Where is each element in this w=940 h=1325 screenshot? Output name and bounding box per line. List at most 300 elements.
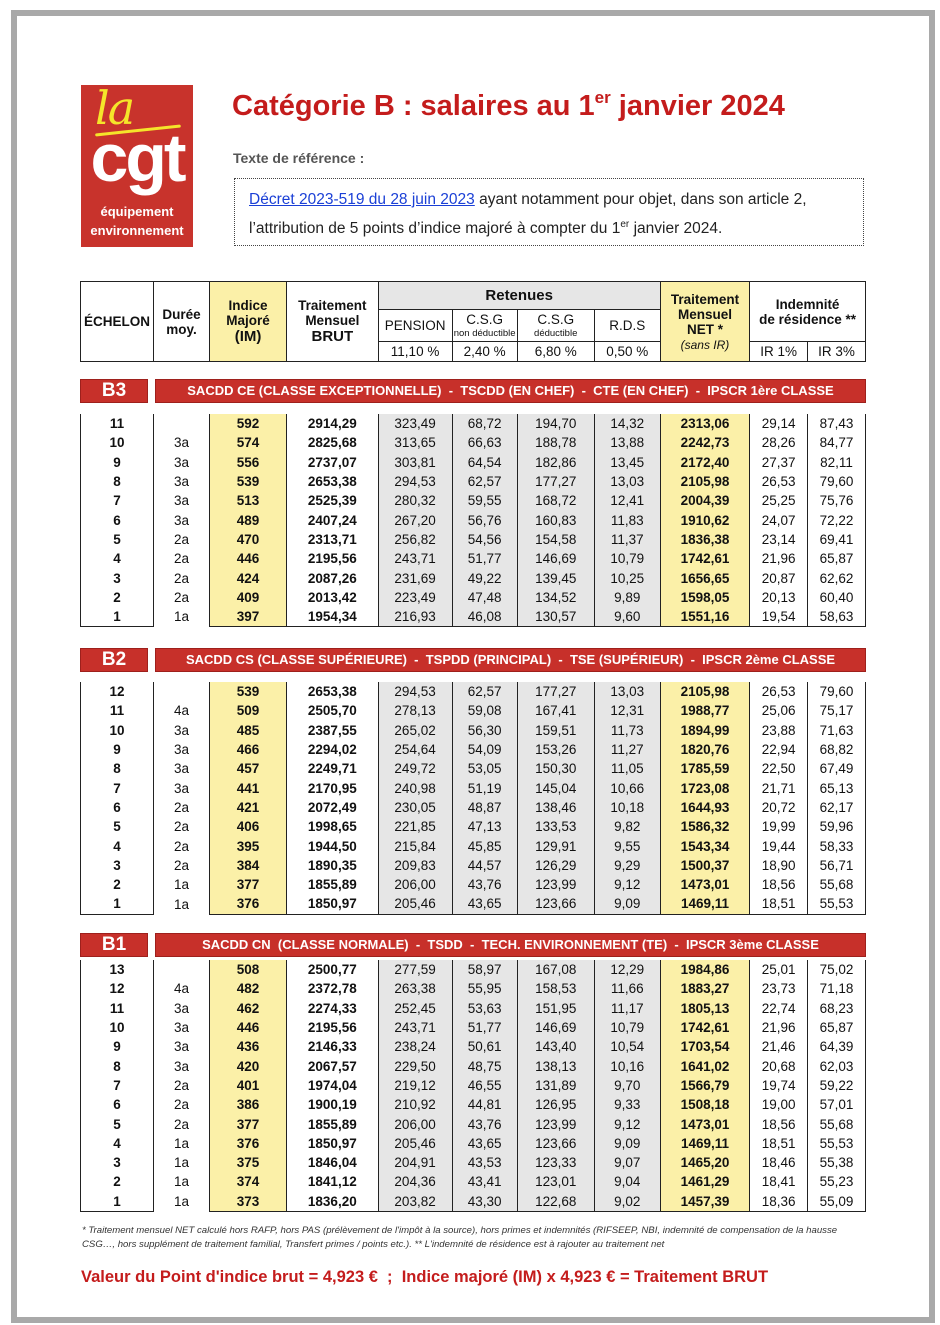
col-indice bbox=[209, 282, 286, 362]
cell-echelon: 3 bbox=[81, 1153, 154, 1172]
cell-indice-majore: 376 bbox=[209, 1134, 286, 1153]
cell-csg-d: 188,78 bbox=[517, 433, 594, 452]
cell-brut: 2387,55 bbox=[287, 721, 378, 740]
col-duree bbox=[154, 282, 210, 362]
cell-duree: 2a bbox=[154, 549, 210, 568]
cell-net: 1742,61 bbox=[660, 1018, 749, 1037]
cell-ir1: 23,14 bbox=[750, 530, 808, 549]
cell-ir3: 60,40 bbox=[808, 588, 866, 607]
cell-ir3: 58,63 bbox=[808, 607, 866, 627]
net-l3: NET * bbox=[686, 321, 723, 337]
cell-net: 1469,11 bbox=[660, 1134, 749, 1153]
cell-brut: 2372,78 bbox=[287, 979, 378, 998]
cell-net: 1988,77 bbox=[660, 701, 749, 720]
csg-nd: C.S.G bbox=[466, 312, 504, 327]
cell-indice-majore: 539 bbox=[209, 682, 286, 701]
cell-csg-d: 168,72 bbox=[517, 491, 594, 510]
cell-echelon: 6 bbox=[81, 798, 154, 817]
cell-net: 1598,05 bbox=[660, 588, 749, 607]
cell-pension: 238,24 bbox=[378, 1037, 452, 1056]
cell-indice-majore: 574 bbox=[209, 433, 286, 452]
section-code: B1 bbox=[80, 933, 148, 957]
cell-ir3: 55,53 bbox=[808, 894, 866, 914]
title-tail: janvier 2024 bbox=[610, 90, 785, 122]
table-row bbox=[81, 568, 866, 587]
table-row bbox=[81, 1134, 866, 1153]
table-row bbox=[81, 1172, 866, 1191]
cell-rds: 9,12 bbox=[594, 875, 660, 894]
table-row bbox=[81, 875, 866, 894]
cell-csg-nd: 43,53 bbox=[452, 1153, 517, 1172]
cell-ir1: 25,06 bbox=[750, 701, 808, 720]
cell-indice-majore: 462 bbox=[209, 999, 286, 1018]
cell-indice-majore: 470 bbox=[209, 530, 286, 549]
cell-ir1: 28,26 bbox=[750, 433, 808, 452]
cell-pension: 278,13 bbox=[378, 701, 452, 720]
cell-csg-nd: 50,61 bbox=[452, 1037, 517, 1056]
cell-pension: 277,59 bbox=[378, 960, 452, 979]
cell-csg-nd: 56,30 bbox=[452, 721, 517, 740]
table-row bbox=[81, 740, 866, 759]
cell-ir1: 20,87 bbox=[750, 568, 808, 587]
cell-indice-majore: 384 bbox=[209, 856, 286, 875]
cell-ir1: 21,71 bbox=[750, 778, 808, 797]
cell-csg-nd: 54,56 bbox=[452, 530, 517, 549]
reference-sup: er bbox=[620, 219, 630, 230]
cell-rds: 11,37 bbox=[594, 530, 660, 549]
cell-duree: 2a bbox=[154, 1095, 210, 1114]
cell-ir3: 68,82 bbox=[808, 740, 866, 759]
table-row bbox=[81, 549, 866, 568]
cell-indice-majore: 482 bbox=[209, 979, 286, 998]
cell-csg-nd: 62,57 bbox=[452, 682, 517, 701]
cell-rds: 9,07 bbox=[594, 1153, 660, 1172]
cell-duree: 2a bbox=[154, 817, 210, 836]
cell-pension: 221,85 bbox=[378, 817, 452, 836]
cell-csg-d: 151,95 bbox=[517, 999, 594, 1018]
cell-csg-nd: 46,08 bbox=[452, 607, 517, 627]
cell-csg-nd: 66,63 bbox=[452, 433, 517, 452]
cell-csg-nd: 46,55 bbox=[452, 1076, 517, 1095]
cell-duree bbox=[154, 682, 210, 701]
cell-duree: 4a bbox=[154, 701, 210, 720]
cell-ir1: 22,74 bbox=[750, 999, 808, 1018]
cell-csg-d: 138,13 bbox=[517, 1056, 594, 1075]
cell-indice-majore: 509 bbox=[209, 701, 286, 720]
cell-ir3: 68,23 bbox=[808, 999, 866, 1018]
cell-ir1: 22,50 bbox=[750, 759, 808, 778]
cell-indice-majore: 436 bbox=[209, 1037, 286, 1056]
cell-net: 2105,98 bbox=[660, 682, 749, 701]
cell-rds: 10,79 bbox=[594, 549, 660, 568]
cell-rds: 9,09 bbox=[594, 1134, 660, 1153]
cell-brut: 1841,12 bbox=[287, 1172, 378, 1191]
cell-echelon: 5 bbox=[81, 1114, 154, 1133]
cell-echelon: 8 bbox=[81, 759, 154, 778]
cell-echelon: 13 bbox=[81, 960, 154, 979]
cell-indice-majore: 377 bbox=[209, 875, 286, 894]
cell-ir3: 79,60 bbox=[808, 472, 866, 491]
col-ir3: IR 3% bbox=[808, 342, 866, 362]
cell-indice-majore: 446 bbox=[209, 549, 286, 568]
cell-csg-d: 126,29 bbox=[517, 856, 594, 875]
cell-csg-d: 123,66 bbox=[517, 894, 594, 914]
cell-indice-majore: 446 bbox=[209, 1018, 286, 1037]
brut-l2: Mensuel bbox=[305, 313, 360, 328]
cell-csg-nd: 51,77 bbox=[452, 1018, 517, 1037]
cell-duree: 3a bbox=[154, 999, 210, 1018]
cell-duree: 1a bbox=[154, 1134, 210, 1153]
cell-brut: 2500,77 bbox=[287, 960, 378, 979]
csg-nd-sub: non déductible bbox=[453, 328, 516, 339]
cell-brut: 2195,56 bbox=[287, 549, 378, 568]
col-ir bbox=[750, 282, 866, 342]
cell-ir3: 75,76 bbox=[808, 491, 866, 510]
cell-brut: 1855,89 bbox=[287, 875, 378, 894]
cell-brut: 1974,04 bbox=[287, 1076, 378, 1095]
net-l1: Traitement bbox=[670, 291, 740, 307]
cell-echelon: 7 bbox=[81, 491, 154, 510]
cell-csg-d: 158,53 bbox=[517, 979, 594, 998]
cell-pension: 229,50 bbox=[378, 1056, 452, 1075]
table-row bbox=[81, 472, 866, 491]
cell-indice-majore: 375 bbox=[209, 1153, 286, 1172]
cell-csg-d: 123,01 bbox=[517, 1172, 594, 1191]
cell-brut: 2653,38 bbox=[287, 472, 378, 491]
cell-ir1: 21,46 bbox=[750, 1037, 808, 1056]
cell-csg-nd: 53,05 bbox=[452, 759, 517, 778]
cell-csg-d: 129,91 bbox=[517, 836, 594, 855]
reference-label: Texte de référence : bbox=[233, 150, 365, 166]
cell-rds: 9,09 bbox=[594, 894, 660, 914]
table-row bbox=[81, 999, 866, 1018]
table-row bbox=[81, 1037, 866, 1056]
cell-csg-nd: 68,72 bbox=[452, 414, 517, 433]
cell-pension: 280,32 bbox=[378, 491, 452, 510]
cell-net: 1461,29 bbox=[660, 1172, 749, 1191]
cell-csg-d: 123,99 bbox=[517, 875, 594, 894]
cell-indice-majore: 395 bbox=[209, 836, 286, 855]
cell-ir1: 29,14 bbox=[750, 414, 808, 433]
cell-echelon: 8 bbox=[81, 472, 154, 491]
pension-rate: 11,10 % bbox=[378, 342, 452, 362]
cell-echelon: 2 bbox=[81, 875, 154, 894]
cell-duree: 3a bbox=[154, 510, 210, 529]
table-row bbox=[81, 894, 866, 914]
ir-l1: Indemnité bbox=[775, 296, 840, 312]
logo-cgt: cgt bbox=[90, 120, 184, 196]
cell-csg-nd: 45,85 bbox=[452, 836, 517, 855]
table-row bbox=[81, 721, 866, 740]
cell-csg-nd: 44,81 bbox=[452, 1095, 517, 1114]
cell-csg-nd: 49,22 bbox=[452, 568, 517, 587]
cell-csg-d: 123,66 bbox=[517, 1134, 594, 1153]
rds-rate: 0,50 % bbox=[594, 342, 660, 362]
cell-indice-majore: 397 bbox=[209, 607, 286, 627]
cell-ir1: 20,72 bbox=[750, 798, 808, 817]
cell-ir1: 25,25 bbox=[750, 491, 808, 510]
cell-brut: 2146,33 bbox=[287, 1037, 378, 1056]
ir-l2: de résidence ** bbox=[759, 311, 856, 327]
col-csg-nd bbox=[452, 310, 517, 342]
cell-duree: 2a bbox=[154, 1076, 210, 1095]
cell-duree: 3a bbox=[154, 1018, 210, 1037]
cell-duree: 3a bbox=[154, 778, 210, 797]
cell-indice-majore: 513 bbox=[209, 491, 286, 510]
cell-ir3: 75,02 bbox=[808, 960, 866, 979]
cell-pension: 205,46 bbox=[378, 1134, 452, 1153]
cell-echelon: 1 bbox=[81, 1192, 154, 1212]
cell-csg-nd: 62,57 bbox=[452, 472, 517, 491]
cell-duree: 1a bbox=[154, 1172, 210, 1191]
cell-echelon: 2 bbox=[81, 1172, 154, 1191]
cell-rds: 10,16 bbox=[594, 1056, 660, 1075]
cell-brut: 2195,56 bbox=[287, 1018, 378, 1037]
cell-net: 1894,99 bbox=[660, 721, 749, 740]
cell-net: 1820,76 bbox=[660, 740, 749, 759]
cell-echelon: 9 bbox=[81, 740, 154, 759]
cell-duree: 3a bbox=[154, 1037, 210, 1056]
reference-text-end: janvier 2024. bbox=[629, 220, 723, 238]
cell-rds: 9,02 bbox=[594, 1192, 660, 1212]
cell-csg-nd: 47,48 bbox=[452, 588, 517, 607]
cell-pension: 265,02 bbox=[378, 721, 452, 740]
cell-rds: 13,03 bbox=[594, 682, 660, 701]
cgt-logo bbox=[81, 85, 193, 247]
table-row bbox=[81, 817, 866, 836]
cell-ir1: 27,37 bbox=[750, 453, 808, 472]
cell-brut: 2505,70 bbox=[287, 701, 378, 720]
cell-net: 1473,01 bbox=[660, 1114, 749, 1133]
cell-indice-majore: 420 bbox=[209, 1056, 286, 1075]
cell-brut: 1846,04 bbox=[287, 1153, 378, 1172]
cell-csg-nd: 64,54 bbox=[452, 453, 517, 472]
section-title: SACDD CS (CLASSE SUPÉRIEURE) - TSPDD (PRINCIPAL) - TSE (SUPÉRIEUR) - IPSCR 2ème CLASSE bbox=[155, 648, 866, 672]
table-row bbox=[81, 1114, 866, 1133]
col-echelon: ÉCHELON bbox=[81, 282, 154, 362]
cell-ir1: 26,53 bbox=[750, 682, 808, 701]
cell-ir3: 62,62 bbox=[808, 568, 866, 587]
cell-brut: 2914,29 bbox=[287, 414, 378, 433]
cell-ir3: 82,11 bbox=[808, 453, 866, 472]
cell-indice-majore: 556 bbox=[209, 453, 286, 472]
cell-csg-nd: 51,19 bbox=[452, 778, 517, 797]
cell-csg-d: 177,27 bbox=[517, 472, 594, 491]
table-row bbox=[81, 856, 866, 875]
cell-echelon: 3 bbox=[81, 856, 154, 875]
cell-rds: 12,31 bbox=[594, 701, 660, 720]
cell-csg-nd: 43,65 bbox=[452, 1134, 517, 1153]
cell-duree: 2a bbox=[154, 588, 210, 607]
cell-net: 1586,32 bbox=[660, 817, 749, 836]
cell-net: 2004,39 bbox=[660, 491, 749, 510]
cell-ir1: 19,44 bbox=[750, 836, 808, 855]
cell-echelon: 3 bbox=[81, 568, 154, 587]
cell-ir1: 19,54 bbox=[750, 607, 808, 627]
cell-pension: 230,05 bbox=[378, 798, 452, 817]
cell-rds: 13,03 bbox=[594, 472, 660, 491]
cell-net: 1805,13 bbox=[660, 999, 749, 1018]
cell-indice-majore: 373 bbox=[209, 1192, 286, 1212]
table-row bbox=[81, 1192, 866, 1212]
cell-brut: 2825,68 bbox=[287, 433, 378, 452]
table-row bbox=[81, 960, 866, 979]
reference-text: ayant notamment pour objet, dans son article 2, l’attribution de 5 points d’indice majoré à compter du 1 bbox=[249, 191, 807, 238]
title-main: Catégorie B : salaires au 1 bbox=[232, 90, 595, 122]
cell-csg-d: 150,30 bbox=[517, 759, 594, 778]
cell-csg-nd: 43,76 bbox=[452, 1114, 517, 1133]
cell-ir1: 18,51 bbox=[750, 894, 808, 914]
csg-nd-rate: 2,40 % bbox=[452, 342, 517, 362]
cell-brut: 1954,34 bbox=[287, 607, 378, 627]
logo-line2: environnement bbox=[90, 223, 184, 238]
cell-brut: 1850,97 bbox=[287, 1134, 378, 1153]
table-row bbox=[81, 759, 866, 778]
cell-rds: 9,89 bbox=[594, 588, 660, 607]
cell-ir3: 71,63 bbox=[808, 721, 866, 740]
cell-csg-d: 126,95 bbox=[517, 1095, 594, 1114]
cell-ir1: 18,56 bbox=[750, 875, 808, 894]
cell-duree: 2a bbox=[154, 856, 210, 875]
section-title: SACDD CE (CLASSE EXCEPTIONNELLE) - TSCDD (EN CHEF) - CTE (EN CHEF) - IPSCR 1ère CLASSE bbox=[155, 379, 866, 403]
cell-pension: 263,38 bbox=[378, 979, 452, 998]
cell-rds: 11,05 bbox=[594, 759, 660, 778]
table-row bbox=[81, 979, 866, 998]
cell-echelon: 4 bbox=[81, 836, 154, 855]
cell-ir1: 18,36 bbox=[750, 1192, 808, 1212]
decree-link[interactable]: Décret 2023-519 du 28 juin 2023 bbox=[249, 191, 475, 208]
cell-csg-d: 122,68 bbox=[517, 1192, 594, 1212]
cell-duree: 2a bbox=[154, 798, 210, 817]
cell-ir3: 67,49 bbox=[808, 759, 866, 778]
cell-pension: 206,00 bbox=[378, 1114, 452, 1133]
cell-indice-majore: 457 bbox=[209, 759, 286, 778]
cell-brut: 2294,02 bbox=[287, 740, 378, 759]
cell-echelon: 12 bbox=[81, 682, 154, 701]
cell-net: 1543,34 bbox=[660, 836, 749, 855]
cell-ir3: 55,68 bbox=[808, 875, 866, 894]
cell-ir3: 69,41 bbox=[808, 530, 866, 549]
cell-net: 1469,11 bbox=[660, 894, 749, 914]
cell-duree: 1a bbox=[154, 894, 210, 914]
cell-rds: 11,83 bbox=[594, 510, 660, 529]
cell-duree: 1a bbox=[154, 607, 210, 627]
cell-duree: 2a bbox=[154, 530, 210, 549]
cell-pension: 216,93 bbox=[378, 607, 452, 627]
cell-ir1: 19,74 bbox=[750, 1076, 808, 1095]
cell-echelon: 9 bbox=[81, 1037, 154, 1056]
cell-pension: 204,91 bbox=[378, 1153, 452, 1172]
title-sup: er bbox=[594, 88, 611, 107]
cell-net: 1457,39 bbox=[660, 1192, 749, 1212]
cell-csg-nd: 43,65 bbox=[452, 894, 517, 914]
table-row bbox=[81, 588, 866, 607]
cell-pension: 254,64 bbox=[378, 740, 452, 759]
cell-net: 1465,20 bbox=[660, 1153, 749, 1172]
cell-duree: 3a bbox=[154, 759, 210, 778]
cell-brut: 2525,39 bbox=[287, 491, 378, 510]
cell-indice-majore: 466 bbox=[209, 740, 286, 759]
col-retenues: Retenues bbox=[378, 282, 660, 310]
cell-ir1: 21,96 bbox=[750, 1018, 808, 1037]
cell-net: 1641,02 bbox=[660, 1056, 749, 1075]
indice-l2: Majoré bbox=[226, 313, 270, 328]
cell-pension: 223,49 bbox=[378, 588, 452, 607]
cell-ir3: 55,38 bbox=[808, 1153, 866, 1172]
col-pension: PENSION bbox=[378, 310, 452, 342]
cell-rds: 12,29 bbox=[594, 960, 660, 979]
cell-ir1: 19,00 bbox=[750, 1095, 808, 1114]
cell-duree: 4a bbox=[154, 979, 210, 998]
cell-brut: 1900,19 bbox=[287, 1095, 378, 1114]
table-row bbox=[81, 1095, 866, 1114]
cell-net: 1836,38 bbox=[660, 530, 749, 549]
cell-net: 1566,79 bbox=[660, 1076, 749, 1095]
logo-line1: équipement bbox=[100, 204, 174, 219]
table-row bbox=[81, 798, 866, 817]
cell-ir3: 65,87 bbox=[808, 1018, 866, 1037]
cell-echelon: 2 bbox=[81, 588, 154, 607]
cell-duree: 1a bbox=[154, 1192, 210, 1212]
cell-net: 1551,16 bbox=[660, 607, 749, 627]
cell-brut: 2170,95 bbox=[287, 778, 378, 797]
cell-duree: 1a bbox=[154, 1153, 210, 1172]
cell-ir3: 55,53 bbox=[808, 1134, 866, 1153]
cell-csg-d: 182,86 bbox=[517, 453, 594, 472]
cell-csg-d: 194,70 bbox=[517, 414, 594, 433]
table-row bbox=[81, 433, 866, 452]
cell-echelon: 6 bbox=[81, 510, 154, 529]
col-brut bbox=[287, 282, 378, 362]
brut-l3: BRUT bbox=[311, 328, 354, 345]
cell-net: 1984,86 bbox=[660, 960, 749, 979]
section-title: SACDD CN (CLASSE NORMALE) - TSDD - TECH. ENVIRONNEMENT (TE) - IPSCR 3ème CLASSE bbox=[155, 933, 866, 957]
cell-brut: 2274,33 bbox=[287, 999, 378, 1018]
footnote: * Traitement mensuel NET calculé hors RAFP, hors PAS (prélèvement de l'impôt à la source), hors primes et indemnités (RIFSEEP, NBI, indemnité de compensation de la hausse CSG…, hors supplément de traitement familial, Transfert primes / points etc.). ** L'indemnité de résidence est à rajouter au traitement net bbox=[82, 1225, 838, 1250]
cell-ir3: 72,22 bbox=[808, 510, 866, 529]
cell-echelon: 10 bbox=[81, 1018, 154, 1037]
cell-csg-nd: 48,75 bbox=[452, 1056, 517, 1075]
cell-pension: 294,53 bbox=[378, 682, 452, 701]
table-row bbox=[81, 491, 866, 510]
cell-pension: 243,71 bbox=[378, 549, 452, 568]
cell-pension: 205,46 bbox=[378, 894, 452, 914]
cell-net: 1473,01 bbox=[660, 875, 749, 894]
cell-echelon: 4 bbox=[81, 1134, 154, 1153]
cell-pension: 303,81 bbox=[378, 453, 452, 472]
cell-echelon: 7 bbox=[81, 778, 154, 797]
table-row bbox=[81, 510, 866, 529]
cell-csg-nd: 53,63 bbox=[452, 999, 517, 1018]
cell-ir3: 65,13 bbox=[808, 778, 866, 797]
cell-brut: 2067,57 bbox=[287, 1056, 378, 1075]
cell-indice-majore: 401 bbox=[209, 1076, 286, 1095]
cell-brut: 2072,49 bbox=[287, 798, 378, 817]
cell-net: 1785,59 bbox=[660, 759, 749, 778]
cell-ir3: 57,01 bbox=[808, 1095, 866, 1114]
cell-brut: 1850,97 bbox=[287, 894, 378, 914]
cell-ir1: 18,41 bbox=[750, 1172, 808, 1191]
cell-echelon: 12 bbox=[81, 979, 154, 998]
col-ir1: IR 1% bbox=[750, 342, 808, 362]
section-code: B2 bbox=[80, 648, 148, 672]
table-row bbox=[81, 778, 866, 797]
table-row bbox=[81, 682, 866, 701]
cell-ir3: 58,33 bbox=[808, 836, 866, 855]
cell-rds: 13,45 bbox=[594, 453, 660, 472]
table-row bbox=[81, 453, 866, 472]
cell-brut: 2407,24 bbox=[287, 510, 378, 529]
